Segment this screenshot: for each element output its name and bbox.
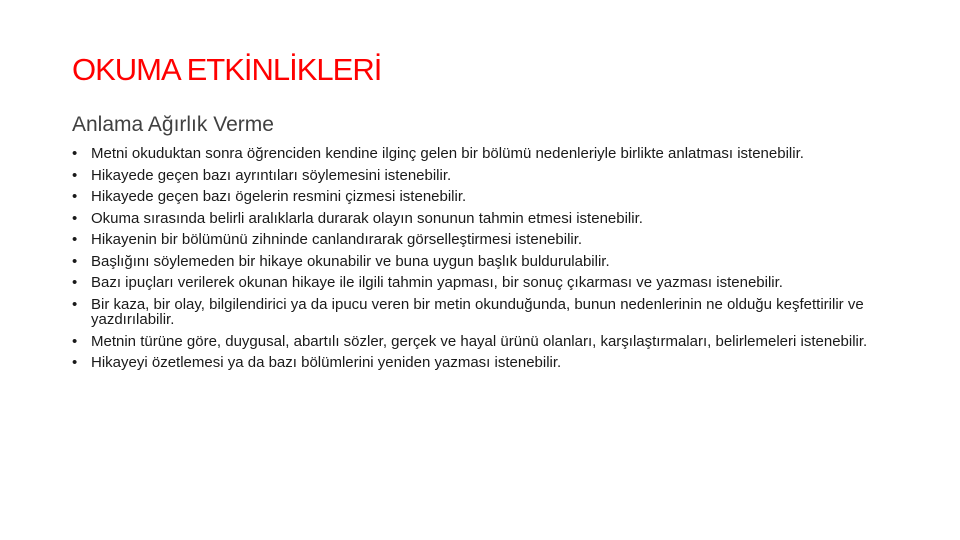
bullet-text: Metni okuduktan sonra öğrenciden kendine ilginç gelen bir bölümü nedenleriyle birlikte anlatması istenebilir. bbox=[91, 145, 804, 162]
bullet-item bbox=[72, 232, 892, 248]
bullet-text: Metnin türüne göre, duygusal, abartılı sözler, gerçek ve hayal ürünü olanları, karşılaştırmaları, belirlemeleri istenebilir. bbox=[91, 332, 868, 350]
bullet-dot-icon: • bbox=[72, 354, 78, 371]
bullet-text: Hikayeyi özetlemesi ya da bazı bölümlerini yeniden yazması istenebilir. bbox=[91, 354, 562, 371]
slide-subtitle: Anlama Ağırlık Verme bbox=[72, 113, 274, 136]
bullet-item bbox=[72, 297, 892, 328]
bullet-dot-icon: • bbox=[72, 209, 78, 227]
bullet-text: Bir kaza, bir olay, bilgilendirici ya da ipucu veren bir metin okunduğunda, bunun nedenlerinin ne olduğu keşfettirilir ve yazdırılabilir. bbox=[91, 295, 864, 328]
bullet-item bbox=[72, 334, 892, 350]
bullet-dot-icon: • bbox=[72, 252, 78, 270]
bullet-item bbox=[72, 146, 892, 162]
bullet-item bbox=[72, 189, 892, 205]
bullet-dot-icon: • bbox=[72, 166, 78, 184]
bullet-dot-icon: • bbox=[72, 295, 78, 313]
bullet-item bbox=[72, 211, 892, 227]
bullet-dot-icon: • bbox=[72, 188, 78, 205]
bullet-text: Hikayede geçen bazı ayrıntıları söylemesini istenebilir. bbox=[91, 166, 452, 184]
bullet-dot-icon: • bbox=[72, 274, 78, 291]
bullet-item bbox=[72, 275, 892, 291]
slide-title: OKUMA ETKİNLİKLERİ bbox=[72, 52, 382, 87]
bullet-dot-icon: • bbox=[72, 231, 78, 248]
bullet-item bbox=[72, 355, 892, 371]
bullet-text: Hikayenin bir bölümünü zihninde canlandırarak görselleştirmesi istenebilir. bbox=[91, 231, 583, 248]
bullet-item bbox=[72, 254, 892, 270]
bullet-dot-icon: • bbox=[72, 332, 78, 350]
bullet-text: Hikayede geçen bazı ögelerin resmini çizmesi istenebilir. bbox=[91, 188, 467, 205]
bullet-item bbox=[72, 168, 892, 184]
bullet-text: Okuma sırasında belirli aralıklarla durarak olayın sonunun tahmin etmesi istenebilir. bbox=[91, 209, 643, 227]
bullet-text: Başlığını söylemeden bir hikaye okunabilir ve buna uygun başlık buldurulabilir. bbox=[91, 252, 610, 270]
bullet-text: Bazı ipuçları verilerek okunan hikaye ile ilgili tahmin yapması, bir sonuç çıkarması ve yazması istenebilir. bbox=[91, 274, 783, 291]
bullet-dot-icon: • bbox=[72, 145, 78, 162]
bullet-list bbox=[72, 146, 892, 377]
